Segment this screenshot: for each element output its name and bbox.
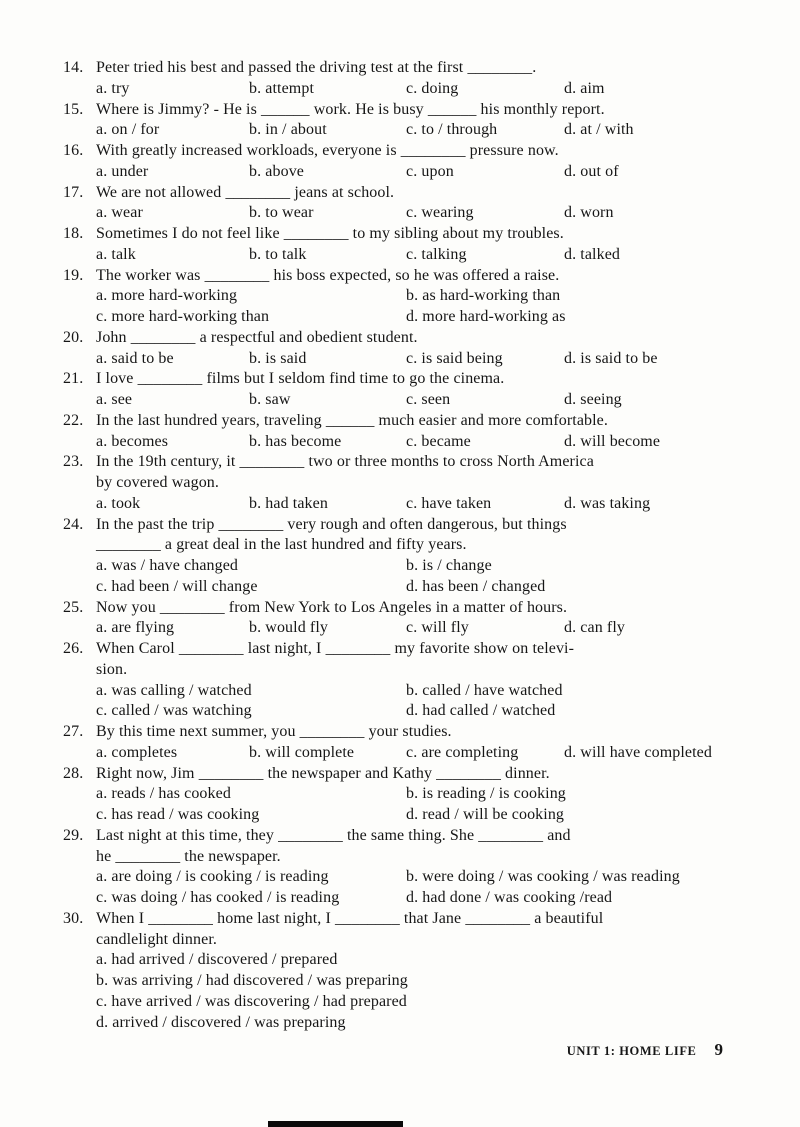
option-cell: c. has read / was cooking bbox=[96, 806, 260, 823]
option-cell: a. reads / has cooked bbox=[96, 785, 231, 803]
options-group bbox=[96, 556, 725, 598]
option-cell: c. will fly bbox=[406, 619, 469, 637]
option-cell: d. read / will be cooking bbox=[406, 806, 565, 823]
option-cell: c. are completing bbox=[406, 743, 519, 761]
option-cell: b. in / about bbox=[249, 121, 327, 139]
question-text-line: In the 19th century, it ________ two or three months to cross North America bbox=[96, 453, 594, 471]
question-item bbox=[63, 266, 725, 328]
option-cell: d. is said to be bbox=[564, 349, 658, 367]
option-cell: b. as hard-working than bbox=[406, 287, 561, 305]
option-cell: c. have arrived / was discovering / had prepared bbox=[96, 992, 407, 1010]
options-group bbox=[96, 950, 725, 1033]
question-item bbox=[63, 183, 725, 225]
question-text-line: In the past the trip ________ very rough and often dangerous, but things bbox=[96, 515, 567, 533]
option-cell: a. are doing / is cooking / is reading bbox=[96, 868, 329, 886]
option-cell: d. more hard-working as bbox=[406, 308, 566, 325]
question-number: 23. bbox=[63, 453, 84, 471]
question-item bbox=[63, 515, 725, 598]
question-text-line: John ________ a respectful and obedient student. bbox=[96, 328, 418, 346]
question-item bbox=[63, 826, 725, 909]
question-number: 26. bbox=[63, 640, 84, 657]
option-cell: b. above bbox=[249, 162, 305, 180]
option-cell: a. under bbox=[96, 162, 149, 180]
option-cell: d. had called / watched bbox=[406, 702, 556, 720]
option-cell: b. saw bbox=[249, 391, 291, 408]
option-cell: a. becomes bbox=[96, 432, 169, 450]
options-group bbox=[96, 79, 725, 100]
option-cell: d. talked bbox=[564, 245, 620, 263]
option-cell: a. try bbox=[96, 79, 130, 97]
option-cell: d. arrived / discovered / was preparing bbox=[96, 1013, 346, 1031]
footer-unit-label: UNIT 1: HOME LIFE bbox=[566, 1044, 697, 1059]
options-group bbox=[96, 390, 725, 411]
options-group bbox=[96, 432, 725, 453]
option-cell: a. completes bbox=[96, 743, 178, 761]
question-item bbox=[63, 639, 725, 722]
options-group bbox=[96, 743, 725, 764]
question-text-line: I love ________ films but I seldom find time to go the cinema. bbox=[96, 370, 505, 388]
option-cell: c. talking bbox=[406, 245, 467, 263]
option-cell: c. became bbox=[406, 432, 471, 450]
option-cell: c. is said being bbox=[406, 349, 503, 367]
question-text-line: By this time next summer, you ________ your studies. bbox=[96, 723, 452, 740]
option-cell: c. seen bbox=[406, 391, 451, 408]
option-cell: c. called / was watching bbox=[96, 702, 252, 720]
options-group bbox=[96, 681, 725, 723]
scan-artifact-bar bbox=[268, 1121, 403, 1127]
question-text-line: Where is Jimmy? - He is ______ work. He is busy ______ his monthly report. bbox=[96, 100, 605, 118]
options-group bbox=[96, 245, 725, 266]
option-cell: c. have taken bbox=[406, 494, 492, 512]
option-cell: a. talk bbox=[96, 245, 136, 263]
option-cell: c. upon bbox=[406, 162, 454, 180]
option-cell: d. had done / was cooking /read bbox=[406, 889, 613, 906]
question-number: 15. bbox=[63, 100, 84, 118]
option-cell: d. has been / changed bbox=[406, 577, 546, 595]
question-item bbox=[63, 764, 725, 826]
question-number: 30. bbox=[63, 909, 84, 927]
question-number: 20. bbox=[63, 328, 84, 346]
option-cell: c. to / through bbox=[406, 121, 498, 139]
option-cell: a. was calling / watched bbox=[96, 681, 252, 699]
option-cell: d. worn bbox=[564, 204, 614, 222]
question-text-line: Right now, Jim ________ the newspaper and Kathy ________ dinner. bbox=[96, 764, 550, 782]
options-group bbox=[96, 349, 725, 370]
option-cell: b. had taken bbox=[249, 494, 328, 512]
option-cell: a. was / have changed bbox=[96, 557, 239, 574]
option-cell: a. more hard-working bbox=[96, 287, 238, 305]
question-number: 21. bbox=[63, 370, 84, 388]
question-item bbox=[63, 224, 725, 266]
question-item bbox=[63, 598, 725, 640]
option-cell: d. out of bbox=[564, 162, 619, 180]
options-group bbox=[96, 618, 725, 639]
question-number: 16. bbox=[63, 142, 84, 159]
option-cell: c. doing bbox=[406, 79, 459, 97]
option-cell: a. on / for bbox=[96, 121, 160, 139]
option-cell: d. will become bbox=[564, 432, 661, 450]
question-item bbox=[63, 58, 725, 100]
question-text-line: Now you ________ from New York to Los Angeles in a matter of hours. bbox=[96, 598, 568, 616]
option-cell: b. was arriving / had discovered / was preparing bbox=[96, 972, 408, 989]
question-item bbox=[63, 909, 725, 1034]
option-cell: b. is said bbox=[249, 349, 307, 367]
page-number: 9 bbox=[714, 1040, 723, 1060]
question-number: 19. bbox=[63, 266, 84, 284]
question-item bbox=[63, 141, 725, 183]
option-cell: c. wearing bbox=[406, 204, 474, 222]
option-cell: b. attempt bbox=[249, 79, 314, 97]
option-cell: b. is reading / is cooking bbox=[406, 785, 566, 803]
option-cell: d. will have completed bbox=[564, 743, 712, 761]
question-text-line: by covered wagon. bbox=[96, 474, 219, 491]
question-number: 18. bbox=[63, 225, 84, 242]
question-item bbox=[63, 369, 725, 411]
question-number: 29. bbox=[63, 826, 84, 844]
option-cell: a. see bbox=[96, 391, 133, 408]
option-cell: a. said to be bbox=[96, 349, 174, 367]
question-text-line: ________ a great deal in the last hundred and fifty years. bbox=[96, 536, 467, 554]
question-text-line: Last night at this time, they ________ the same thing. She ________ and bbox=[96, 826, 571, 844]
option-cell: d. at / with bbox=[564, 121, 634, 139]
option-cell: b. called / have watched bbox=[406, 681, 563, 699]
option-cell: a. had arrived / discovered / prepared bbox=[96, 951, 338, 969]
options-group bbox=[96, 286, 725, 328]
question-number: 25. bbox=[63, 598, 84, 616]
option-cell: d. can fly bbox=[564, 619, 625, 637]
options-group bbox=[96, 203, 725, 224]
question-text-line: candlelight dinner. bbox=[96, 930, 217, 948]
option-cell: b. will complete bbox=[249, 743, 355, 761]
option-cell: d. was taking bbox=[564, 494, 651, 512]
option-cell: c. more hard-working than bbox=[96, 308, 270, 325]
question-number: 22. bbox=[63, 411, 84, 429]
question-text-line: In the last hundred years, traveling ______ much easier and more comfortable. bbox=[96, 411, 608, 429]
option-cell: b. were doing / was cooking / was reading bbox=[406, 868, 680, 886]
question-number: 14. bbox=[63, 59, 84, 76]
question-text-line: The worker was ________ his boss expected, so he was offered a raise. bbox=[96, 266, 560, 284]
option-cell: b. has become bbox=[249, 432, 342, 450]
question-text-line: sion. bbox=[96, 660, 128, 678]
options-group bbox=[96, 784, 725, 826]
option-cell: c. had been / will change bbox=[96, 577, 258, 595]
question-text-line: When I ________ home last night, I ________ that Jane ________ a beautiful bbox=[96, 909, 604, 927]
option-cell: b. is / change bbox=[406, 557, 492, 574]
option-cell: d. aim bbox=[564, 79, 605, 97]
option-cell: a. wear bbox=[96, 204, 143, 222]
question-item bbox=[63, 722, 725, 764]
option-cell: a. took bbox=[96, 494, 141, 512]
option-cell: a. are flying bbox=[96, 619, 175, 637]
option-cell: b. to talk bbox=[249, 245, 307, 263]
question-number: 28. bbox=[63, 764, 84, 782]
question-number: 17. bbox=[63, 183, 84, 201]
options-group bbox=[96, 494, 725, 515]
question-item bbox=[63, 100, 725, 142]
options-group bbox=[96, 867, 725, 909]
question-text-line: he ________ the newspaper. bbox=[96, 847, 281, 865]
options-group bbox=[96, 162, 725, 183]
option-cell: b. to wear bbox=[249, 204, 314, 222]
question-text-line: When Carol ________ last night, I ________ my favorite show on televi- bbox=[96, 640, 575, 657]
question-list bbox=[63, 58, 725, 1033]
question-text-line: Peter tried his best and passed the driving test at the first ________. bbox=[96, 59, 537, 76]
question-text-line: Sometimes I do not feel like ________ to my sibling about my troubles. bbox=[96, 225, 564, 242]
question-text-line: We are not allowed ________ jeans at school. bbox=[96, 183, 395, 201]
option-cell: b. would fly bbox=[249, 619, 328, 637]
option-cell: d. seeing bbox=[564, 391, 622, 408]
question-item bbox=[63, 452, 725, 514]
page-footer bbox=[63, 1040, 725, 1060]
option-cell: c. was doing / has cooked / is reading bbox=[96, 889, 340, 906]
question-item bbox=[63, 411, 725, 453]
question-number: 27. bbox=[63, 723, 84, 740]
options-group bbox=[96, 120, 725, 141]
question-item bbox=[63, 328, 725, 370]
question-text-line: With greatly increased workloads, everyone is ________ pressure now. bbox=[96, 142, 559, 159]
question-number: 24. bbox=[63, 515, 84, 533]
